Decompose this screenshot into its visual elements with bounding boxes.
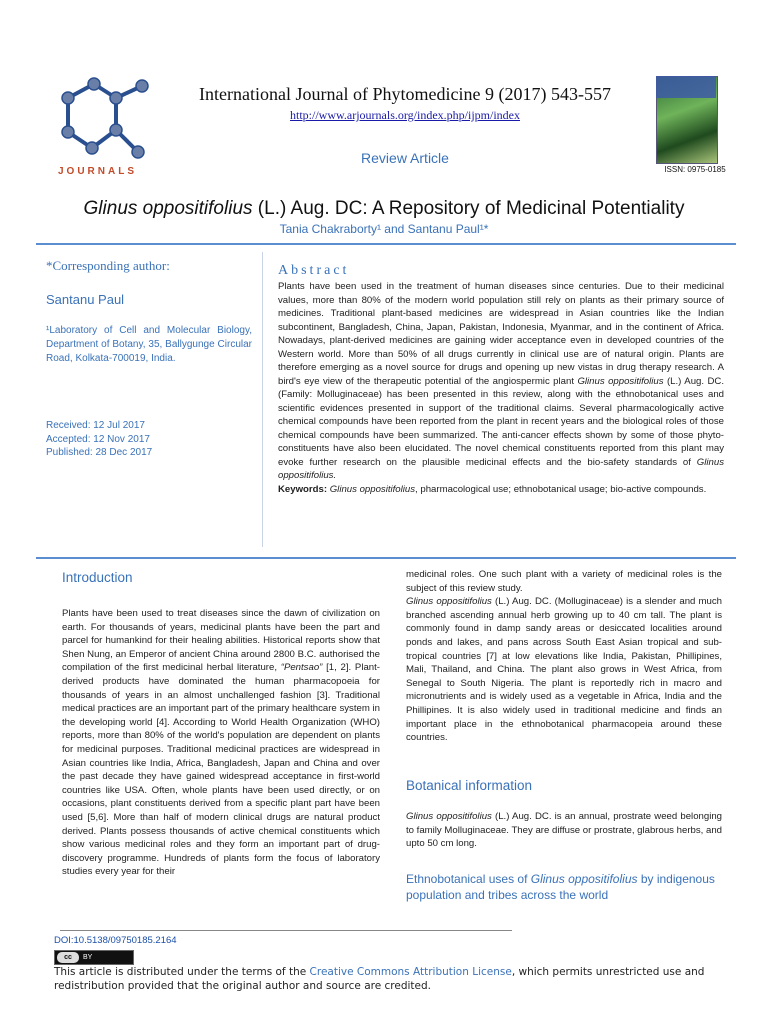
- footer-divider: [60, 930, 512, 931]
- affiliation: ¹Laboratory of Cell and Molecular Biology, Department of Botany, 35, Ballygunge Circular Road, Kolkata-700019, India.: [46, 325, 252, 364]
- cc-by-label: BY: [83, 954, 93, 961]
- abstract-text-2: (L.) Aug. DC. (Family: Molluginaceae) has been presented in this review, along with the ethnobotanical uses and scientific evidences presented in support of the traditional claims. Several pharmacologically active chemical compounds have been reported from the plant in recent years and the biological roles of those chemical compounds have been summarized. The anti-cancer effects shown by some of those phyto-constituents have also been elucidated. The novel chemical constituents reported from this plant may evoke further research on the plausible medicinal effects and the bio-safety standards of: [278, 375, 724, 468]
- abstract-species-1: Glinus oppositifolius: [577, 375, 664, 387]
- license-link[interactable]: Creative Commons Attribution License: [309, 966, 512, 978]
- intro-text-1: Plants have been used to treat diseases since the dawn of civilization on earth. For thousands of years, medicinal plants have been the part and parcel for humankind for their healing abilities. Historical reports show that Shen Nung, an Emperor of ancient China around 2800 B.C. authorised the compilation of the first medicinal herbal literature,: [62, 608, 380, 674]
- cc-by-badge[interactable]: [54, 950, 134, 965]
- abstract-heading: Abstract: [278, 263, 350, 278]
- intro-text-2: [1, 2]. Plant-derived products have dominated the human pharmacopoeia for thousands of years in an almost unchallenged fashion [3]. Traditional medical practices are an important part of the primary healthcare system in the developing world [4]. According to World Health Organization (WHO) reports, more than 80% of the world's population are dependent on plants for medicinal purposes. Traditional medicinal practices are widespread in Asian countries like India, Africa, Bangladesh, Japan and China and over the past decade they have gained widespread acceptance in first-world countries like USA. Often, whole plants have been used directly, or on occasions, plant constituents derived from a specific plant part have been used [5,6]. More than half of modern clinical drugs are natural product derived. Plants possess thousands of active chemical constituents which show various medicinal roles and they form an important part of drug-discovery programme. Hundreds of plants form the focus of laboratory studies every year for their: [62, 662, 380, 878]
- intro-pentsao: “Pentsao”: [280, 662, 323, 674]
- journal-title: International Journal of Phytomedicine 9 (2017) 543-557: [199, 84, 611, 104]
- keywords-rest: , pharmacological use; ethnobotanical usage; bio-active compounds.: [415, 483, 707, 495]
- journal-url-link[interactable]: http://www.arjournals.org/index.php/ijpm/index: [290, 108, 520, 122]
- introduction-body: [62, 607, 380, 879]
- eth-heading-1: Ethnobotanical uses of: [406, 872, 531, 886]
- title-species: Glinus oppositifolius: [83, 198, 253, 219]
- col2-paragraph: (L.) Aug. DC. (Molluginaceae) is a slender and much branched ascending annual herb growing up to 40 cm tall. The plant is commonly found in damp sandy areas or desiccated localities around ponds and lakes, and pans across South East Asian tropical and sub-tropical countries [7] at low elevations like India, Pakistan, Phillipines, Mali, Thailand, and China. The plant also grows in West Africa, from Senegal to South Nigeria. The plant is reportedly rich in macro and micronutrients and is widely used as a vegetable in Africa, India and the Phillipines. It is also widely used in traditional medicine and finds an important place in the ethnobotanical pharmacopeia around these countries.: [406, 596, 723, 744]
- journal-cover-band: [656, 76, 716, 98]
- dates: [46, 419, 252, 460]
- divider-top: [36, 243, 736, 245]
- botanical-heading: Botanical information: [406, 778, 533, 793]
- introduction-heading: Introduction: [62, 570, 133, 585]
- corresponding-label: *Corresponding author:: [46, 258, 170, 273]
- license-text-2: , which permits unrestricted use and redistribution provided that the original author and source are credited.: [54, 966, 705, 992]
- ethnobotanical-heading: [406, 871, 722, 903]
- divider-middle: [36, 557, 736, 559]
- cc-icon: cc: [57, 952, 79, 963]
- eth-species: Glinus oppositifolius: [530, 872, 638, 886]
- col2-continuation: medicinal roles. One such plant with a variety of medicinal roles is the subject of this review study.: [406, 569, 722, 594]
- authors: Tania Chakraborty¹ and Santanu Paul¹*: [279, 222, 489, 236]
- botanical-text: (L.) Aug. DC. is an annual, prostrate weed belonging to family Molluginaceae. They are diffuse or prostrate, glabrous herbs, and upto 50 cm long.: [406, 811, 723, 850]
- column2-body: [406, 568, 722, 745]
- logo-text: JOURNALS: [58, 166, 138, 177]
- botanical-body: [406, 810, 722, 851]
- abstract-text-1: Plants have been used in the treatment of human diseases since centuries. Due to their medicinal values, more than 80% of the modern world population still rely on plants as their primary source of medicines. Traditional plant-based medicines are widespread in Asian countries like the Indian subcontinent, Bangladesh, China, Japan, Pakistan, Indonesia, Myanmar, and in the continent of Africa. Nowadays, plant-derived medicines are gaining wider acceptance even in developed countries of the Western world. More than 50% of all drugs currently in clinical use are of natural origin. Plants are therefore emerging as a novel source for drugs and opening up new vistas in drug therapy research. A bird's eye view of the therapeutic potential of the angiospermic plant: [278, 281, 724, 387]
- received-date: Received: 12 Jul 2017: [46, 420, 145, 431]
- botanical-species: Glinus oppositifolius: [406, 811, 492, 822]
- article-title: [30, 198, 738, 220]
- license-text-1: This article is distributed under the terms of the: [54, 966, 310, 978]
- keywords-label: Keywords:: [278, 483, 328, 495]
- corresponding-name: Santanu Paul: [46, 292, 125, 307]
- col2-species: Glinus oppositifolius: [406, 596, 492, 608]
- license-text: [54, 965, 714, 993]
- abstract-species-2: Glinus oppositifolius.: [278, 456, 724, 481]
- title-rest: (L.) Aug. DC: A Repository of Medicinal Potentiality: [252, 198, 685, 219]
- divider-vertical: [262, 252, 263, 547]
- accepted-date: Accepted: 12 Nov 2017: [46, 433, 150, 445]
- published-date: Published: 28 Dec 2017: [46, 447, 153, 458]
- doi-link[interactable]: DOI:10.5138/09750185.2164: [54, 935, 177, 946]
- issn: ISSN: 0975-0185: [664, 165, 726, 174]
- eth-heading-2: by indigenous population and tribes across the world: [406, 872, 715, 902]
- keywords-species: Glinus oppositifolius: [329, 483, 416, 495]
- abstract-body: [278, 280, 724, 496]
- article-type: Review Article: [361, 150, 449, 166]
